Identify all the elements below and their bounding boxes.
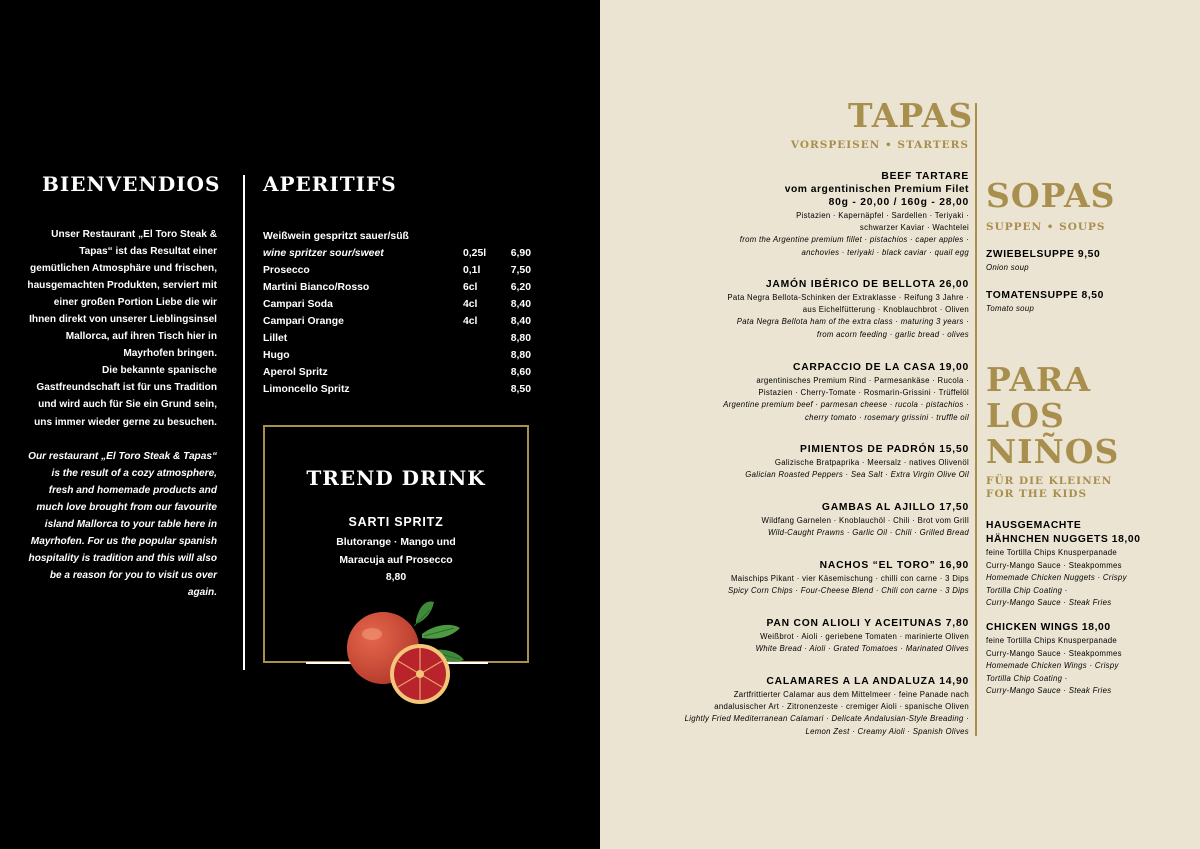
- dish-desc-de: Pata Negra Bellota-Schinken der Extraklasse · Reifung 3 Jahre ·: [727, 293, 969, 302]
- trend-drink-title: TREND DRINK: [306, 466, 486, 490]
- soup-desc-en: Tomato soup: [986, 304, 1035, 313]
- aperitif-price: 8,80: [510, 333, 531, 344]
- dish-desc-en: Wild-Caught Prawns · Garlic Oil · Chili · Grilled Bread: [767, 528, 969, 538]
- aperitif-row: [263, 364, 531, 381]
- dish-desc-en: Galician Roasted Peppers · Sea Salt · Extra Virgin Olive Oil: [745, 470, 969, 480]
- dish-jamon-iberico: [640, 278, 969, 341]
- aperitif-name: Limoncello Spritz: [263, 384, 350, 395]
- kids-item-desc-en: Homemade Chicken Wings · Crispy: [986, 661, 1119, 670]
- dish-name: CALAMARES A LA ANDALUZA 14,90: [766, 676, 969, 687]
- bienvenidos-text: [26, 226, 217, 601]
- aperitifs-title: APERITIFS: [263, 172, 397, 196]
- tapas-subtitle: VORSPEISEN • STARTERS: [790, 139, 969, 151]
- dish-desc-de: Maischips Pikant · vier Käsemischung · chilli con carne · 3 Dips: [730, 574, 969, 583]
- ninos-title-line: PARA: [986, 360, 1092, 399]
- trend-drink-desc-line: Blutorange · Mango und: [336, 537, 456, 548]
- bienvenidos-title: BIENVENDIOS: [42, 172, 221, 196]
- welcome-text-en: Our restaurant „El Toro Steak & Tapas“ is the result of a cozy atmosphere, fresh and homemade products and much love brought from our favourite island Mallorca to your table here in Mayrhofen. For us the popular spanish hospitality is tradition and this will also be a reason for you to visit us over again.: [28, 450, 217, 598]
- aperitif-row: [263, 279, 531, 296]
- trend-drink-name: SARTI SPRITZ: [348, 515, 444, 529]
- aperitif-price: 8,40: [510, 299, 531, 310]
- aperitif-price: 8,40: [510, 316, 531, 327]
- dish-desc-en: Lemon Zest · Creamy Aioli · Spanish Olives: [805, 726, 969, 736]
- dish-desc-en: Spicy Corn Chips · Four-Cheese Blend · Chili con carne · 3 Dips: [727, 586, 969, 596]
- aperitif-row: [263, 381, 531, 398]
- aperitif-price: 8,80: [510, 350, 531, 361]
- dish-name: BEEF TARTARE: [881, 171, 969, 182]
- dish-desc-en: Pata Negra Bellota ham of the extra class · maturing 3 years ·: [736, 317, 969, 327]
- dish-desc-de: Zartfrittierter Calamar aus dem Mittelmeer · feine Panade nach: [733, 690, 969, 699]
- dish-desc-de: Pistazien · Kapernäpfel · Sardellen · Teriyaki ·: [796, 211, 969, 220]
- dish-name-line: vom argentinischen Premium Filet: [784, 184, 969, 195]
- kids-item-name: HÄHNCHEN NUGGETS 18,00: [986, 534, 1141, 545]
- kids-item-desc-de: feine Tortilla Chips Knusperpanade: [986, 548, 1117, 557]
- dish-carpaccio: [640, 361, 969, 424]
- soup-desc-en: Onion soup: [986, 263, 1029, 272]
- dish-desc-en: from acorn feeding · garlic bread · olives: [816, 329, 969, 339]
- aperitif-volume: 4cl: [463, 299, 478, 310]
- kids-item-desc-en: Tortilla Chip Coating ·: [986, 585, 1068, 595]
- dish-name: GAMBAS AL AJILLO 17,50: [821, 502, 969, 513]
- aperitif-name: Weißwein gespritzt sauer/süß: [263, 231, 409, 242]
- aperitif-name: wine spritzer sour/sweet: [263, 248, 384, 259]
- dish-desc-de: Galizische Bratpaprika · Meersalz · natives Olivenöl: [774, 458, 969, 467]
- soup-item: [986, 248, 1166, 275]
- ninos-title: [986, 362, 1119, 470]
- dish-desc-en: White Bread · Aioli · Grated Tomatoes · Marinated Olives: [755, 644, 969, 654]
- left-divider: [243, 175, 245, 670]
- sopas-title: SOPAS: [986, 176, 1116, 215]
- ninos-subtitle: [986, 475, 1112, 501]
- kids-item-desc-de: feine Tortilla Chips Knusperpanade: [986, 636, 1117, 645]
- ninos-title-line: NIÑOS: [986, 432, 1120, 471]
- dish-desc-de: Weißbrot · Aioli · geriebene Tomaten · marinierte Oliven: [760, 632, 969, 641]
- aperitif-row: [263, 296, 531, 313]
- ninos-subtitle-line: FÜR DIE KLEINEN: [986, 475, 1113, 487]
- welcome-text-de-2: Die bekannte spanische Gastfreundschaft ist für uns Tradition und wird auch für Sie ein Grund sein, uns immer wieder gerne zu besuchen.: [34, 365, 217, 428]
- aperitif-row: [263, 330, 531, 347]
- aperitif-price: 6,90: [510, 248, 531, 259]
- dish-name: JAMÓN IBÉRICO DE BELLOTA 26,00: [765, 279, 969, 290]
- aperitif-name: Hugo: [263, 350, 290, 361]
- dish-pan-con-alioli: [640, 617, 969, 655]
- dish-price: 80g - 20,00 / 160g - 28,00: [828, 197, 969, 208]
- aperitifs-list: [263, 228, 531, 398]
- soup-item: [986, 289, 1166, 316]
- dish-desc-de: Pistazien · Cherry-Tomate · Rosmarin-Grissini · Trüffelöl: [758, 388, 969, 398]
- dish-desc-de: argentinisches Premium Rind · Parmesankäse · Rucola ·: [756, 376, 969, 385]
- aperitif-row: [263, 262, 531, 279]
- aperitif-name: Aperol Spritz: [263, 367, 328, 378]
- aperitif-name: Martini Bianco/Rosso: [263, 282, 370, 293]
- aperitif-row: [263, 313, 531, 330]
- aperitif-volume: 4cl: [463, 316, 478, 327]
- soup-name: ZWIEBELSUPPE 9,50: [986, 249, 1101, 260]
- kids-item-desc-en: Homemade Chicken Nuggets · Crispy: [986, 573, 1127, 582]
- aperitif-row: [263, 228, 531, 245]
- aperitif-name: Lillet: [263, 333, 288, 344]
- ninos-subtitle-line: FOR THE KIDS: [986, 488, 1088, 500]
- welcome-text-de: Unser Restaurant „El Toro Steak & Tapas“ ist das Resultat einer gemütlichen Atmosphäre und frischen, hausgemachten Produkten, serviert mit einer großen Portion Liebe die wir Ihnen direkt von unserer Lieblingsinsel Mallorca, auf ihren Tisch hier in Mayrhofen bringen.: [27, 229, 217, 360]
- kids-item-name: HAUSGEMACHTE: [986, 520, 1082, 531]
- kids-item-desc-de: Curry-Mango Sauce · Steakpommes: [986, 648, 1122, 658]
- dish-name: CARPACCIO DE LA CASA 19,00: [792, 362, 969, 373]
- aperitif-price: 8,60: [510, 367, 531, 378]
- dish-pimientos: [640, 443, 969, 481]
- aperitif-volume: 6cl: [463, 282, 478, 293]
- aperitif-name: Prosecco: [263, 265, 310, 276]
- aperitif-row: [263, 245, 531, 262]
- kids-item-desc-en: Curry-Mango Sauce · Steak Fries: [986, 598, 1112, 607]
- kids-item-desc-en: Tortilla Chip Coating ·: [986, 673, 1068, 683]
- kids-item-wings: [986, 621, 1166, 698]
- dish-desc-en: cherry tomato · rosemary grissini · truffle oil: [804, 412, 969, 422]
- sopas-subtitle: SUPPEN • SOUPS: [986, 221, 1106, 233]
- dish-desc-de: Wildfang Garnelen · Knoblauchöl · Chili · Brot vom Grill: [761, 516, 969, 525]
- aperitif-name: Campari Soda: [263, 299, 333, 310]
- kids-item-name: CHICKEN WINGS 18,00: [986, 622, 1111, 633]
- blood-orange-illustration: [338, 598, 468, 710]
- trend-drink-description: [265, 534, 527, 587]
- aperitif-volume: 0,1l: [463, 265, 481, 276]
- soup-name: TOMATENSUPPE 8,50: [986, 290, 1104, 301]
- dish-desc-en: Argentine premium beef · parmesan cheese · rucola · pistachios ·: [723, 400, 969, 410]
- ninos-title-line: LOS: [986, 396, 1065, 435]
- aperitif-volume: 0,25l: [463, 248, 487, 259]
- aperitif-row: [263, 347, 531, 364]
- dish-nachos: [640, 559, 969, 597]
- dish-beef-tartare: [640, 170, 969, 259]
- aperitif-price: 6,20: [510, 282, 531, 293]
- dish-desc-de: schwarzer Kaviar · Wachtelei: [859, 223, 969, 233]
- dish-desc-en: Lightly Fried Mediterranean Calamari · Delicate Andalusian-Style Breading ·: [684, 714, 969, 724]
- dish-desc-de: aus Eichelfütterung · Knoblauchbrot · Oliven: [802, 305, 969, 315]
- trend-drink-price: 8,80: [385, 572, 407, 583]
- dish-name: PIMIENTOS DE PADRÓN 15,50: [800, 444, 969, 455]
- aperitif-price: 8,50: [510, 384, 531, 395]
- dish-desc-en: anchovies · teriyaki · black caviar · quail egg: [801, 247, 969, 257]
- aperitif-price: 7,50: [510, 265, 531, 276]
- right-divider: [975, 103, 977, 736]
- dish-name: NACHOS “EL TORO” 16,90: [819, 560, 969, 571]
- tapas-title: TAPAS: [848, 96, 974, 135]
- dish-calamares: [640, 675, 969, 738]
- dish-gambas: [640, 501, 969, 539]
- aperitif-name: Campari Orange: [263, 316, 344, 327]
- dish-desc-de: andalusischer Art · Zitronenzeste · cremiger Aioli · spanische Oliven: [714, 702, 969, 712]
- kids-item-nuggets: [986, 519, 1166, 610]
- dish-name: PAN CON ALIOLI Y ACEITUNAS 7,80: [766, 618, 969, 629]
- kids-item-desc-de: Curry-Mango Sauce · Steakpommes: [986, 560, 1122, 570]
- trend-drink-desc-line: Maracuja auf Prosecco: [339, 554, 453, 566]
- dish-desc-en: from the Argentine premium fillet · pistachios · caper apples ·: [739, 235, 969, 245]
- kids-item-desc-en: Curry-Mango Sauce · Steak Fries: [986, 686, 1112, 695]
